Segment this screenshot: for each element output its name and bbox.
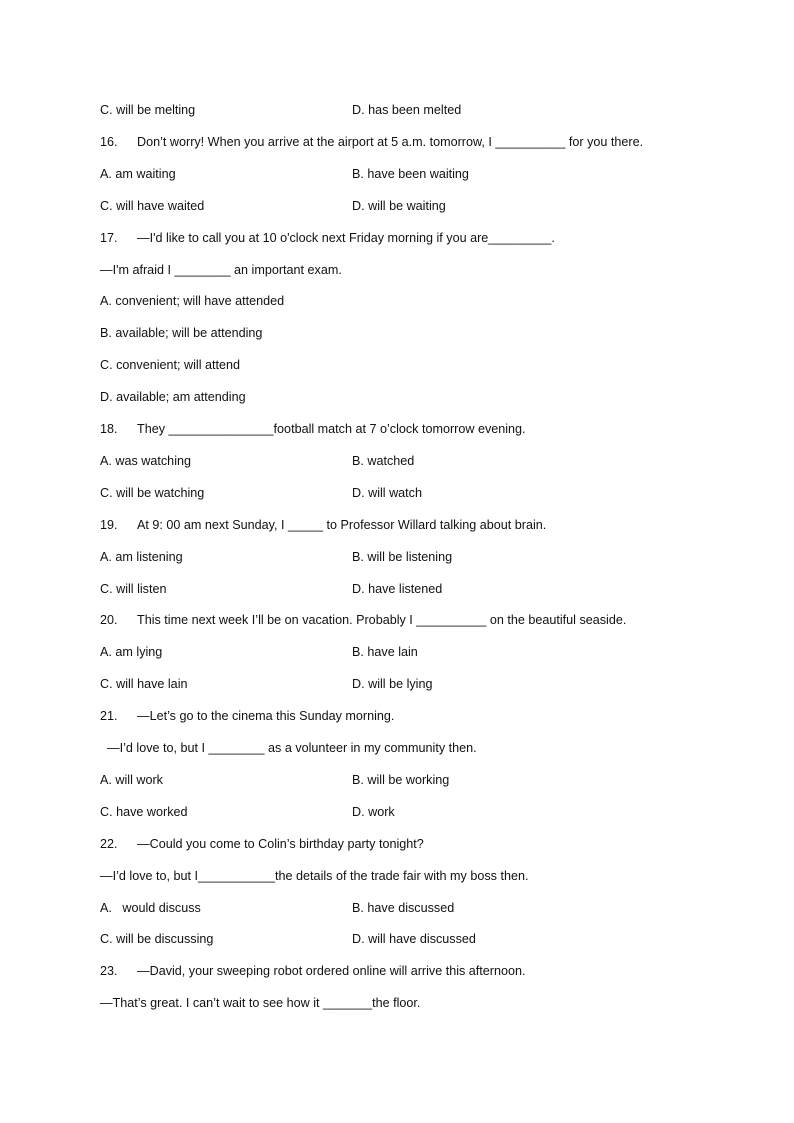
question-text: —Could you come to Colin’s birthday party tonight? xyxy=(137,837,424,851)
option-left: A. would discuss xyxy=(100,901,201,915)
text-line: —I’d love to, but I ________ as a volunteer in my community then. xyxy=(100,741,477,755)
option-right: D. has been melted xyxy=(352,103,462,117)
option-right: D. will be lying xyxy=(352,677,433,691)
question-text: They _______________football match at 7 o’clock tomorrow evening. xyxy=(137,422,526,436)
option-left: A. am listening xyxy=(100,550,183,564)
text-line: B. available; will be attending xyxy=(100,326,263,340)
question-number: 21. xyxy=(100,709,118,723)
text-line: A. convenient; will have attended xyxy=(100,294,285,308)
text-line: D. available; am attending xyxy=(100,390,246,404)
question-text: Don’t worry! When you arrive at the airport at 5 a.m. tomorrow, I __________ for you there. xyxy=(137,135,644,149)
option-left: C. will be melting xyxy=(100,103,196,117)
option-right: B. will be working xyxy=(352,773,450,787)
option-right: B. watched xyxy=(352,454,415,468)
option-right: B. have lain xyxy=(352,645,418,659)
question-number: 22. xyxy=(100,837,118,851)
option-right: B. will be listening xyxy=(352,550,453,564)
text-line: —I’d love to, but I___________the details of the trade fair with my boss then. xyxy=(100,869,529,883)
question-text: —Let’s go to the cinema this Sunday morning. xyxy=(137,709,395,723)
question-number: 18. xyxy=(100,422,118,436)
text-line: —I'm afraid I ________ an important exam. xyxy=(100,263,342,277)
option-left: A. was watching xyxy=(100,454,191,468)
question-text: —I'd like to call you at 10 o'clock next Friday morning if you are_________. xyxy=(137,231,555,245)
option-left: C. will have lain xyxy=(100,677,188,691)
option-right: D. work xyxy=(352,805,395,819)
option-left: C. will have waited xyxy=(100,199,205,213)
option-left: C. have worked xyxy=(100,805,188,819)
question-number: 23. xyxy=(100,964,118,978)
question-number: 17. xyxy=(100,231,118,245)
option-left: C. will listen xyxy=(100,582,167,596)
option-right: B. have discussed xyxy=(352,901,455,915)
option-left: A. am lying xyxy=(100,645,163,659)
text-line: C. convenient; will attend xyxy=(100,358,241,372)
question-number: 19. xyxy=(100,518,118,532)
question-text: —David, your sweeping robot ordered online will arrive this afternoon. xyxy=(137,964,526,978)
question-text: This time next week I’ll be on vacation. Probably I __________ on the beautiful seaside. xyxy=(137,613,627,627)
option-left: C. will be discussing xyxy=(100,932,214,946)
option-right: B. have been waiting xyxy=(352,167,469,181)
option-right: D. have listened xyxy=(352,582,443,596)
option-left: C. will be watching xyxy=(100,486,205,500)
option-left: A. am waiting xyxy=(100,167,176,181)
option-right: D. will watch xyxy=(352,486,422,500)
text-line: —That’s great. I can’t wait to see how it _______the floor. xyxy=(100,996,421,1010)
option-right: D. will be waiting xyxy=(352,199,446,213)
question-number: 20. xyxy=(100,613,118,627)
question-text: At 9: 00 am next Sunday, I _____ to Professor Willard talking about brain. xyxy=(137,518,547,532)
question-number: 16. xyxy=(100,135,118,149)
option-right: D. will have discussed xyxy=(352,932,476,946)
option-left: A. will work xyxy=(100,773,163,787)
